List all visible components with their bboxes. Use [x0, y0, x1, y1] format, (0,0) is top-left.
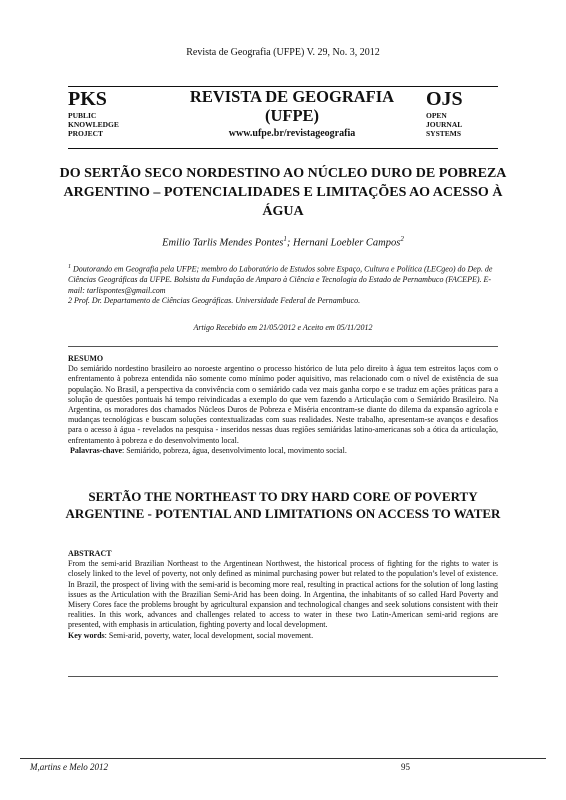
ojs-label: OJS — [426, 88, 463, 110]
journal-title: REVISTA DE GEOGRAFIA — [189, 87, 395, 106]
abstract-body: From the semi-arid Brazilian Northeast to the Argentinean Northwest, the historical process of fighting for the rights to water is closely linked to the level of poverty, not only defined as minimal purchasing power but related to the population’s level of existence. In Brazil, the prospect of living with the semi-arid is becoming more real, resulting in practical actions for the solution of long lasting issues as the Articulation with the Brazilian Semi-Arid has been doing. In Argentina, the inhabitants of so called Hard Poverty and Misery Cores face the problems brought by agricultural expansion and technological changes and seek solutions consistent with their realities. In this work, advances and challenges related to access to water in these two Latin-American semi-arid regions are presented, with emphasis in articulation, fighting poverty and local development. — [68, 559, 498, 630]
affiliation-text: Doutorando em Geografia pela UFPE; membro do Laboratório de Estudos sobre Espaço, Cultura e Política (LECgeo) do Dep. de Ciências Geográficas da UFPE. Bolsista da Fundação de Amparo à Ciência e Tecnologia do Estado de Pernambuco (FACEPE). E-mail: tarlispontes@gmail.com — [68, 264, 493, 295]
affiliation-2: 2 Prof. Dr. Departamento de Ciências Geográficas. Universidade Federal de Pernambuco. — [68, 296, 361, 306]
resumo-body: Do semiárido nordestino brasileiro ao noroeste argentino o processo histórico de luta pelo direito à água tem estreitos laços com o enfrentamento à pobreza entendida não somente como mínimo poder aquisitivo, mas relacionado com o nível de existência de sua população. No Brasil, a perspectiva da convivência com o semiárido cada vez mais ganha corpo e se traduz em ações práticas para a solução de questões pontuais há tempo reivindicadas a exemplo do que vem fazendo a Articulação com o Semiárido Brasileiro. Na Argentina, os moradores dos chamados Núcleos Duros de Pobreza e Miséria encontram-se diante do dilema da expansão agrícola e mudanças tecnológicas e buscam soluções contextualizadas com suas realidades. Neste trabalho, apresentam-se avanços e desafios para o acesso à água - revelados na pesquisa - inseridos nessas duas regiões semiáridas latino-americanas sob a ótica da articulação, enfrentamento à pobreza e do desenvolvimento local. — [68, 364, 498, 445]
abstract-section — [68, 549, 498, 641]
author-superscript: 2 — [400, 235, 404, 243]
keywords-label: Palavras-chave — [70, 445, 122, 455]
ojs-line: OPEN — [426, 111, 447, 120]
received-dates: Artigo Recebido em 21/05/2012 e Aceito em 05/11/2012 — [193, 323, 373, 332]
article-title-english: SERTÃO THE NORTHEAST TO DRY HARD CORE OF POVERTY ARGENTINE - POTENTIAL AND LIMITATIONS ON ACCESS TO WATER — [65, 489, 501, 521]
author-line — [0, 235, 566, 249]
section-divider — [68, 346, 498, 347]
keywords-text: : Semiárido, pobreza, água, desenvolvimento local, movimento social. — [122, 445, 347, 455]
pks-label: PKS — [68, 88, 107, 110]
footer-citation: M,artins e Melo 2012 — [30, 762, 108, 772]
running-header: Revista de Geografia (UFPE) V. 29, No. 3, 2012 — [186, 47, 380, 58]
abstract-heading: ABSTRACT — [68, 549, 112, 558]
keywords-label: Key words — [68, 630, 105, 640]
affiliations — [68, 262, 498, 307]
journal-masthead — [68, 86, 498, 150]
affiliation-superscript: 1 — [68, 264, 71, 270]
pks-logo — [68, 89, 158, 138]
resumo-section — [68, 354, 498, 456]
footer-rule — [20, 758, 546, 759]
abstract-keywords — [68, 631, 498, 641]
author-name: Emilio Tarlis Mendes Pontes — [162, 237, 284, 249]
resumo-keywords — [68, 446, 498, 456]
journal-subtitle: (UFPE) — [264, 106, 320, 125]
author-name: Hernani Loebler Campos — [293, 237, 401, 249]
article-title-portuguese: DO SERTÃO SECO NORDESTINO AO NÚCLEO DURO DE POBREZA ARGENTINO – POTENCIALIDADES E LIMITAÇÕES AO ACESSO À ÁGUA — [59, 166, 507, 219]
section-divider — [68, 676, 498, 677]
journal-url: www.ufpe.br/revistageografia — [228, 128, 356, 139]
affiliation-1 — [68, 262, 498, 296]
pks-line: PUBLIC — [68, 111, 97, 120]
pks-line: PROJECT — [68, 129, 104, 138]
ojs-line: JOURNAL — [426, 120, 463, 129]
pks-line: KNOWLEDGE — [68, 120, 119, 129]
page-number: 95 — [401, 762, 410, 772]
ojs-line: SYSTEMS — [426, 129, 462, 138]
author-separator: ; — [286, 237, 294, 249]
keywords-text: : Semi-arid, poverty, water, local development, social movement. — [104, 630, 314, 640]
resumo-heading: RESUMO — [68, 354, 104, 363]
masthead-bottom-rule — [68, 148, 498, 149]
journal-title-block — [158, 87, 426, 139]
ojs-logo — [426, 89, 498, 138]
author-superscript: 1 — [283, 235, 287, 243]
